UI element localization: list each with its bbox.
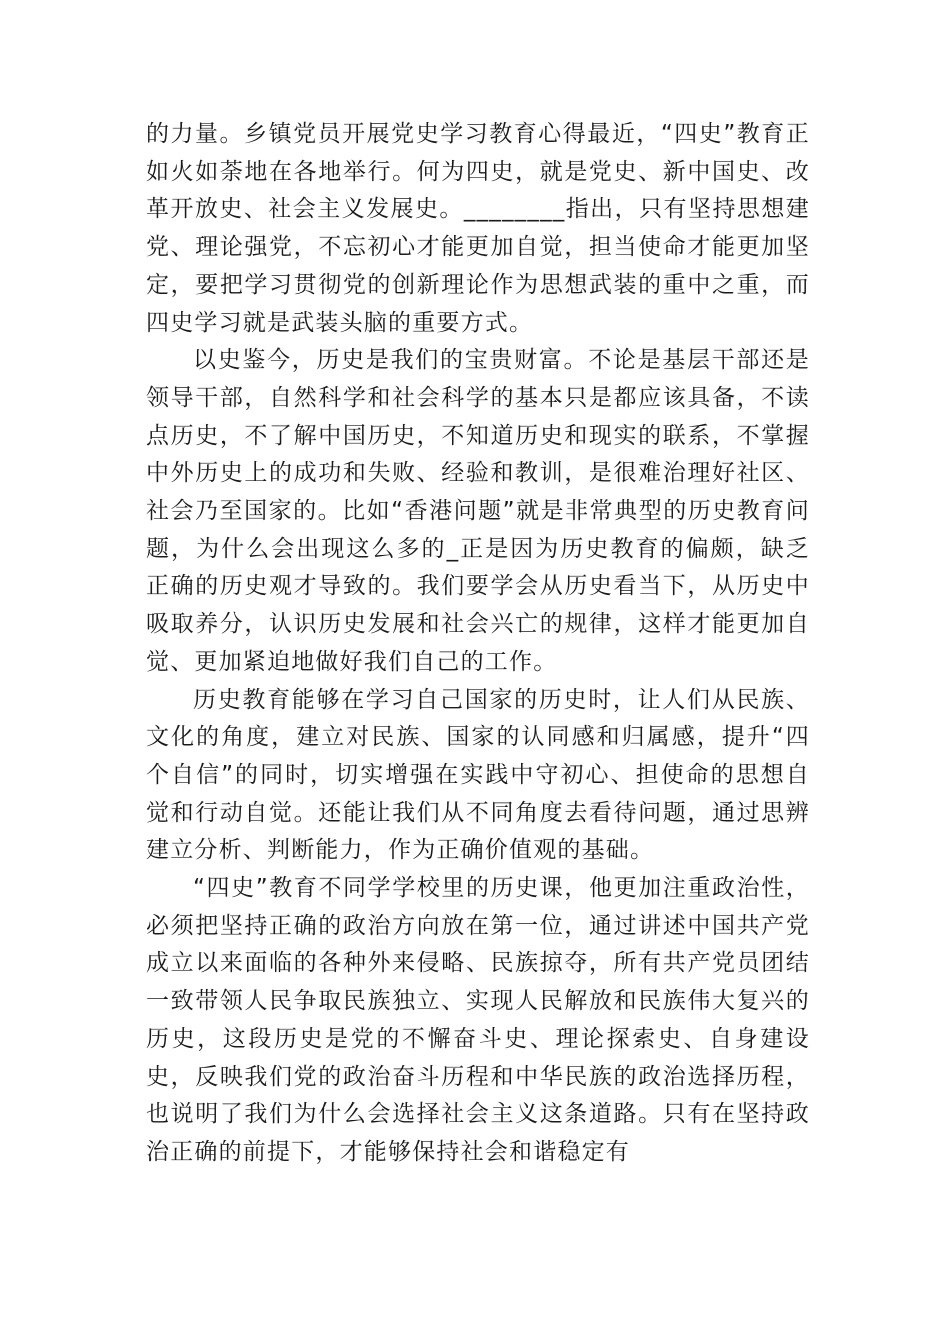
paragraph-3: 历史教育能够在学习自己国家的历史时，让人们从民族、文化的角度，建立对民族、国家的认同感和归属感，提升“四个自信”的同时，切实增强在实践中守初心、担使命的思想自觉和行动自觉。还能让我们从不同角度去看待问题，通过思辨建立分析、判断能力，作为正确价值观的基础。 — [146, 686, 810, 864]
document-body — [146, 116, 810, 1172]
paragraph-4: “四史”教育不同学学校里的历史课，他更加注重政治性，必须把坚持正确的政治方向放在第一位，通过讲述中国共产党成立以来面临的各种外来侵略、民族掠夺，所有共产党员团结一致带领人民争取民族独立、实现人民解放和民族伟大复兴的历史，这段历史是党的不懈奋斗史、理论探索史、自身建设史，反映我们党的政治奋斗历程和中华民族的政治选择历程，也说明了我们为什么会选择社会主义这条道路。只有在坚持政治正确的前提下，才能够保持社会和谐稳定有 — [146, 875, 810, 1165]
paragraph-1: 的力量。乡镇党员开展党史学习教育心得最近，“四史”教育正如火如荼地在各地举行。何为四史，就是党史、新中国史、改革开放史、社会主义发展史。________指出，只有坚持思想建党、理论强党，不忘初心才能更加自觉，担当使命才能更加坚定，要把学习贯彻党的创新理论作为思想武装的重中之重，而四史学习就是武装头脑的重要方式。 — [146, 121, 810, 336]
paragraph-2: 以史鉴今，历史是我们的宝贵财富。不论是基层干部还是领导干部，自然科学和社会科学的基本只是都应该具备，不读点历史，不了解中国历史，不知道历史和现实的联系，不掌握中外历史上的成功和失败、经验和教训，是很难治理好社区、社会乃至国家的。比如“香港问题”就是非常典型的历史教育问题，为什么会出现这么多的_正是因为历史教育的偏颇，缺乏正确的历史观才导致的。我们要学会从历史看当下，从历史中吸取养分，认识历史发展和社会兴亡的规律，这样才能更加自觉、更加紧迫地做好我们自己的工作。 — [146, 347, 810, 675]
